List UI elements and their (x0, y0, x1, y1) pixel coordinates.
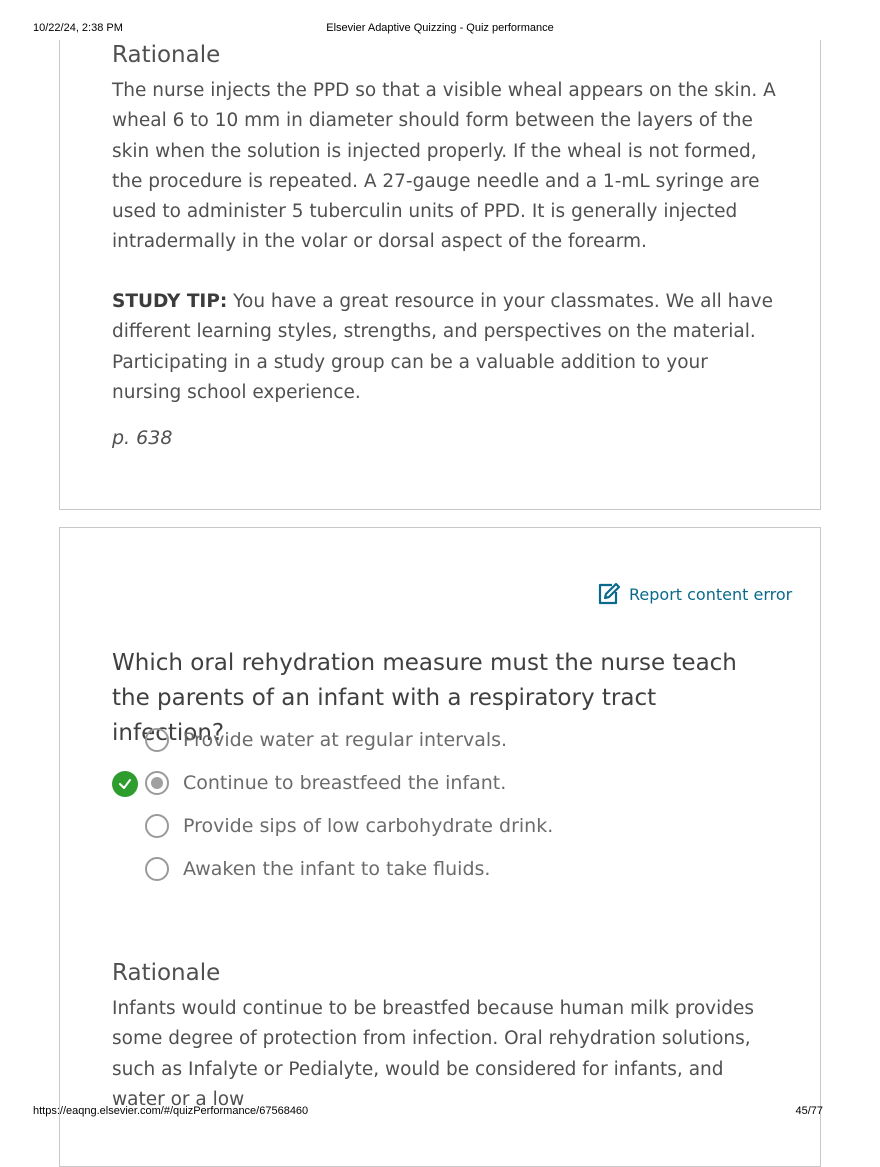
print-title: Elsevier Adaptive Quizzing - Quiz performance (326, 22, 554, 34)
edit-icon (597, 582, 621, 606)
study-tip-label: STUDY TIP: (112, 291, 228, 312)
answer-option-2[interactable] (145, 768, 506, 798)
print-page-number: 45/77 (795, 1105, 823, 1117)
rationale-paragraph: Infants would continue to be breastfed because human milk provides some degree of protection from infection. Oral rehydration solutions, such as Infalyte or Pedialyte, would be considered for infants, and water or a low (112, 998, 754, 1110)
radio-button[interactable] (145, 857, 169, 881)
answer-option-4[interactable] (145, 854, 490, 884)
study-tip (112, 287, 782, 408)
study-tip-text: You have a great resource in your classmates. We all have different learning styles, strengths, and perspectives on the material. Participating in a study group can be a valuable addition to your nursing school experience. (112, 291, 774, 403)
print-header (0, 22, 880, 36)
rationale-heading: Rationale (112, 42, 221, 68)
answer-option-1[interactable] (145, 725, 507, 755)
answer-option-label: Awaken the infant to take fluids. (183, 858, 491, 880)
radio-button-selected[interactable] (145, 771, 169, 795)
page-reference: p. 638 (112, 427, 173, 449)
rationale-card (59, 40, 821, 510)
print-datetime: 10/22/24, 2:38 PM (33, 22, 123, 34)
print-footer (0, 1105, 880, 1119)
radio-button[interactable] (145, 728, 169, 752)
answer-option-3[interactable] (145, 811, 553, 841)
answer-option-label: Provide sips of low carbohydrate drink. (183, 815, 554, 837)
print-url: https://eaqng.elsevier.com/#/quizPerformance/67568460 (33, 1105, 309, 1117)
radio-button[interactable] (145, 814, 169, 838)
report-content-error-link[interactable] (597, 582, 792, 606)
correct-check-icon (112, 771, 138, 797)
question-card (59, 527, 821, 1167)
answer-option-label: Continue to breastfeed the infant. (183, 772, 507, 794)
question-text: Which oral rehydration measure must the nurse teach the parents of an infant with a respiratory tract infection? (112, 650, 737, 746)
rationale-paragraph: The nurse injects the PPD so that a visible wheal appears on the skin. A wheal 6 to 10 mm in diameter should form between the layers of the skin when the solution is injected properly. If the wheal is not formed, the procedure is repeated. A 27-gauge needle and a 1-mL syringe are used to administer 5 tuberculin units of PPD. It is generally injected intradermally in the volar or dorsal aspect of the forearm. (112, 80, 776, 253)
answer-option-label: Provide water at regular intervals. (183, 729, 508, 751)
report-content-error-label: Report content error (629, 584, 793, 604)
rationale-heading: Rationale (112, 960, 221, 986)
